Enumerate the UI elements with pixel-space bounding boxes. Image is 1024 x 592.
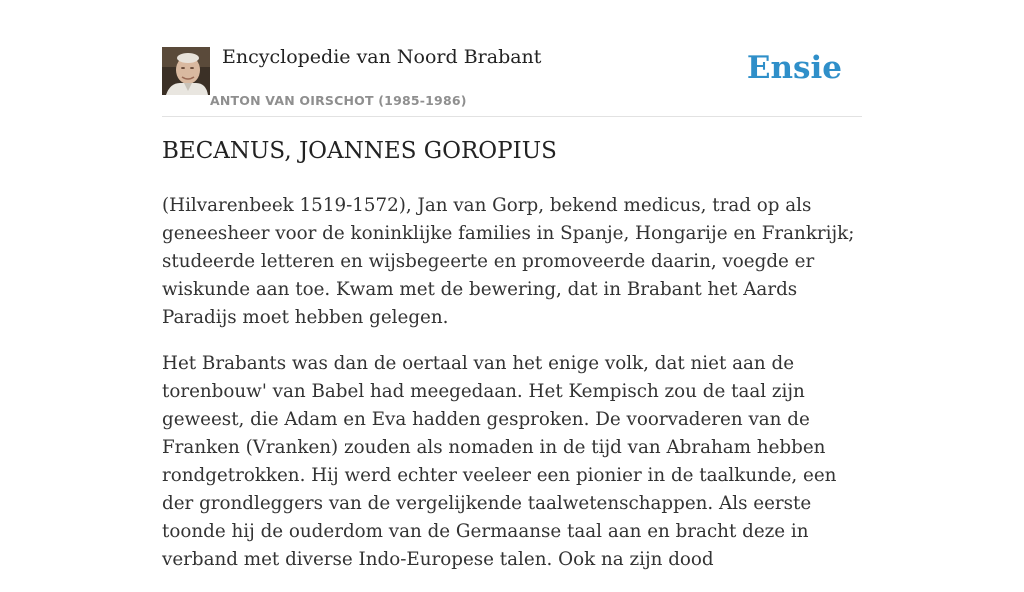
article-title: BECANUS, JOANNES GOROPIUS [162, 138, 557, 164]
article-body [162, 192, 867, 592]
article-paragraph: Het Brabants was dan de oertaal van het enige volk, dat niet aan de torenbouw' van Babel had meegedaan. Het Kempisch zou de taal zijn geweest, die Adam en Eva hadden gesproken. De voorvaderen van de Franken (Vranken) zouden als nomaden in de tijd van Abraham hebben rondgetrokken. Hij werd echter veeleer een pionier in de taalkunde, een der grondleggers van de vergelijkende taalwetenschappen. Als eerste toonde hij de ouderdom van de Germaanse taal aan en bracht deze in verband met diverse Indo-Europese talen. Ook na zijn dood [162, 353, 837, 570]
author-portrait-icon [162, 47, 210, 95]
author-name[interactable]: ANTON VAN OIRSCHOT (1985-1986) [210, 93, 467, 108]
article-paragraph: (Hilvarenbeek 1519-1572), Jan van Gorp, bekend medicus, trad op als geneesheer voor de koninklijke families in Spanje, Hongarije en Frankrijk; studeerde letteren en wijsbegeerte en promoveerde daarin, voegde er wiskunde aan toe. Kwam met de bewering, dat in Brabant het Aards Paradijs moet hebben gelegen. [162, 195, 855, 328]
author-avatar[interactable] [162, 47, 210, 95]
ensie-logo[interactable]: Ensie [746, 50, 842, 86]
publication-title[interactable]: Encyclopedie van Noord Brabant [222, 46, 542, 68]
page-header [162, 0, 862, 117]
